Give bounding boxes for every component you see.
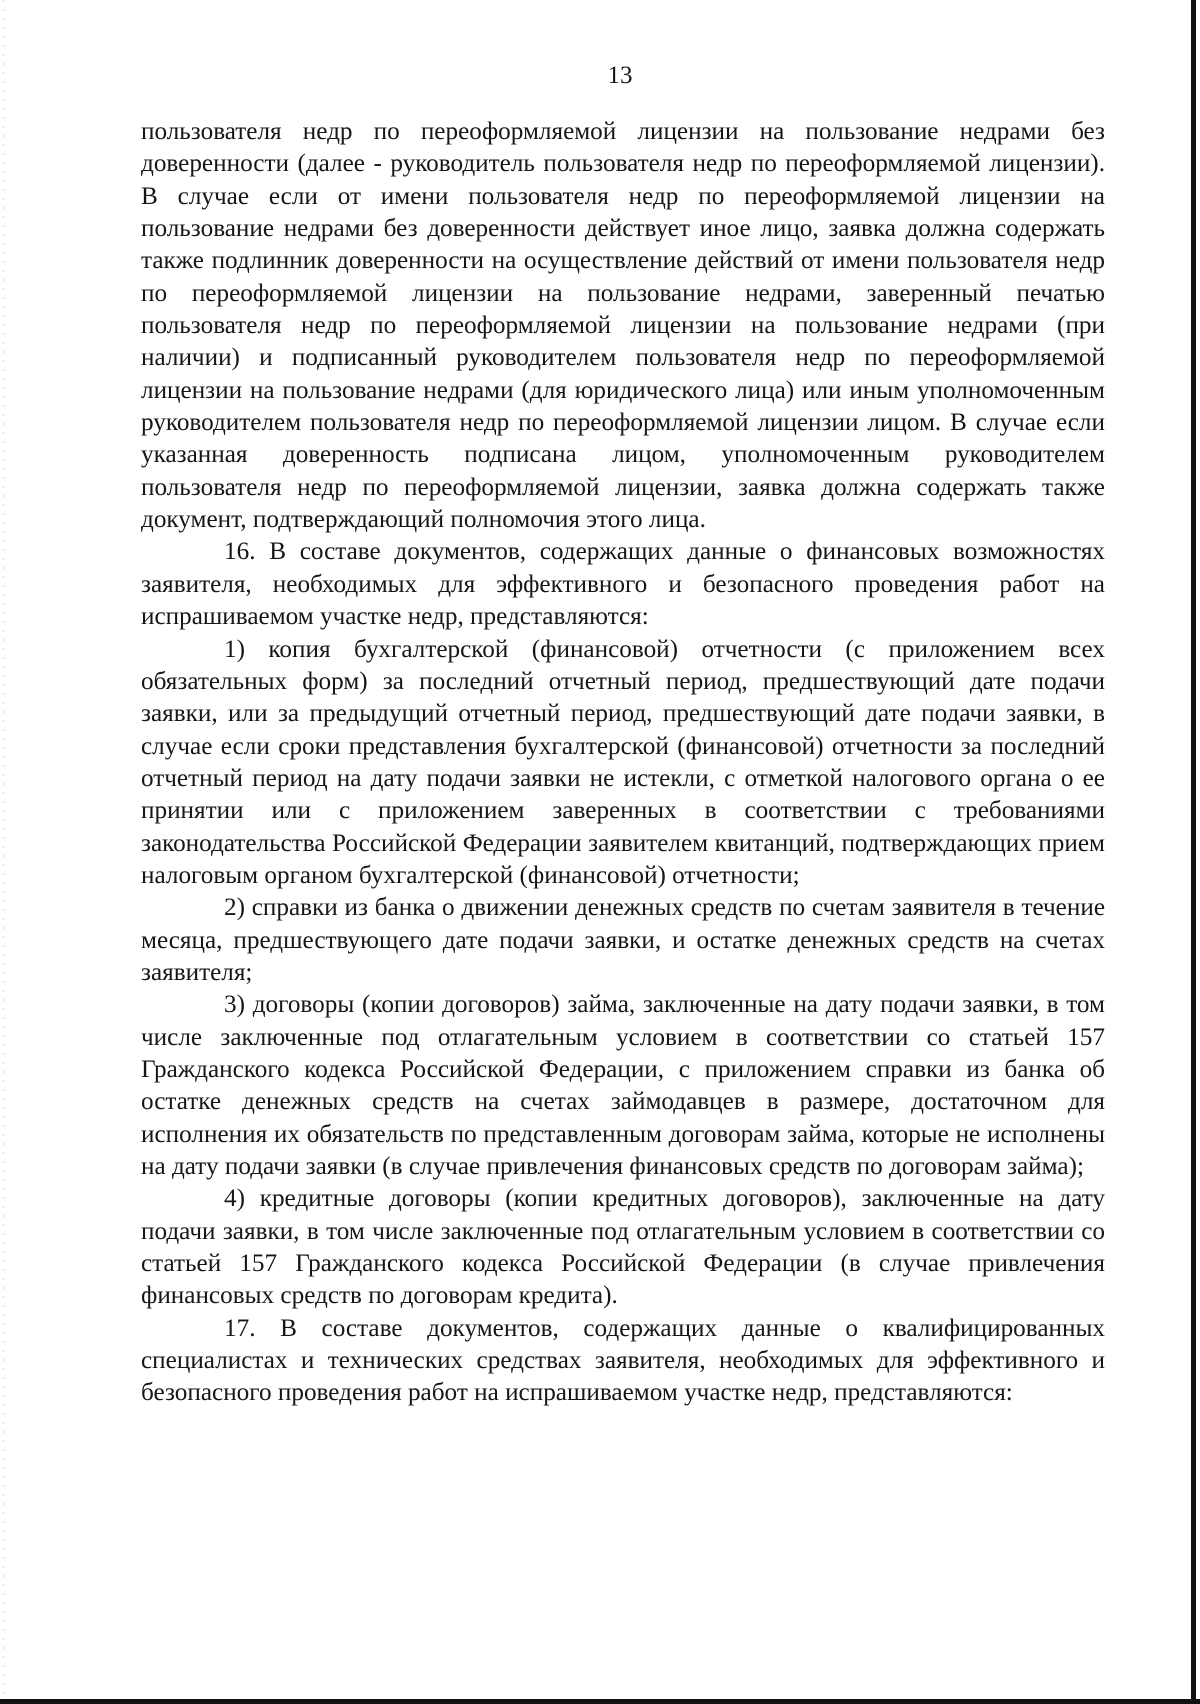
paragraph-subitem-1: 1) копия бухгалтерской (финансовой) отчетности (с приложением всех обязательных форм) за последний отчетный период, предшествующий дате подачи заявки, или за предыдущий отчетный период, предшествующий дате подачи заявки, в случае если сроки представления бухгалтерской (финансовой) отчетности за последний отчетный период на дату подачи заявки не истекли, с отметкой налогового органа о ее принятии или с приложением заверенных в соответствии с требованиями законодательства Российской Федерации заявителем квитанций, подтверждающих прием налоговым органом бухгалтерской (финансовой) отчетности;	[141, 635, 1105, 889]
paragraph-subitem-4: 4) кредитные договоры (копии кредитных договоров), заключенные на дату подачи заявки, в том числе заключенные под отлагательным условием в соответствии со статьей 157 Гражданского кодекса Российской Федерации (в случае привлечения финансовых средств по договорам кредита).	[141, 1185, 1105, 1310]
scan-right-border	[1191, 0, 1196, 1704]
paragraph-item-17: 17. В составе документов, содержащих данные о квалифицированных специалистах и технических средствах заявителя, необходимых для эффективного и безопасного проведения работ на испрашиваемом участке недр, представляются:	[141, 1314, 1105, 1407]
paragraph-item-16: 16. В составе документов, содержащих данные о финансовых возможностях заявителя, необходимых для эффективного и безопасного проведения работ на испрашиваемом участке недр, представляются:	[141, 538, 1105, 631]
paragraph-continuation: пользователя недр по переоформляемой лицензии на пользование недрами без доверенности (далее - руководитель пользователя недр по переоформляемой лицензии). В случае если от имени пользователя недр по переоформляемой лицензии на пользование недрами без доверенности действует иное лицо, заявка должна содержать также подлинник доверенности на осуществление действий от имени пользователя недр по переоформляемой лицензии на пользование недрами, заверенный печатью пользователя недр по переоформляемой лицензии на пользование недрами (при наличии) и подписанный руководителем пользователя недр по переоформляемой лицензии на пользование недрами (для юридического лица) или иным уполномоченным руководителем пользователя недр по переоформляемой лицензии лицом. В случае если указанная доверенность подписана лицом, уполномоченным руководителем пользователя недр по переоформляемой лицензии, заявка должна содержать также документ, подтверждающий полномочия этого лица.	[141, 118, 1105, 534]
scan-bottom-border	[0, 1699, 1200, 1704]
page-number: 13	[607, 62, 633, 89]
scan-left-edge-marks	[3, 0, 4, 1700]
paragraph-subitem-2: 2) справки из банка о движении денежных средств по счетам заявителя в течение месяца, предшествующего дате подачи заявки, и остатке денежных средств на счетах заявителя;	[141, 894, 1105, 986]
document-body	[141, 116, 1105, 1410]
paragraph-subitem-3: 3) договоры (копии договоров) займа, заключенные на дату подачи заявки, в том числе заключенные под отлагательным условием в соответствии со статьей 157 Гражданского кодекса Российской Федерации, с приложением справки из банка об остатке денежных средств на счетах займодавцев в размере, достаточном для исполнения их обязательств по представленным договорам займа, которые не исполнены на дату подачи заявки (в случае привлечения финансовых средств по договорам займа);	[141, 991, 1105, 1180]
